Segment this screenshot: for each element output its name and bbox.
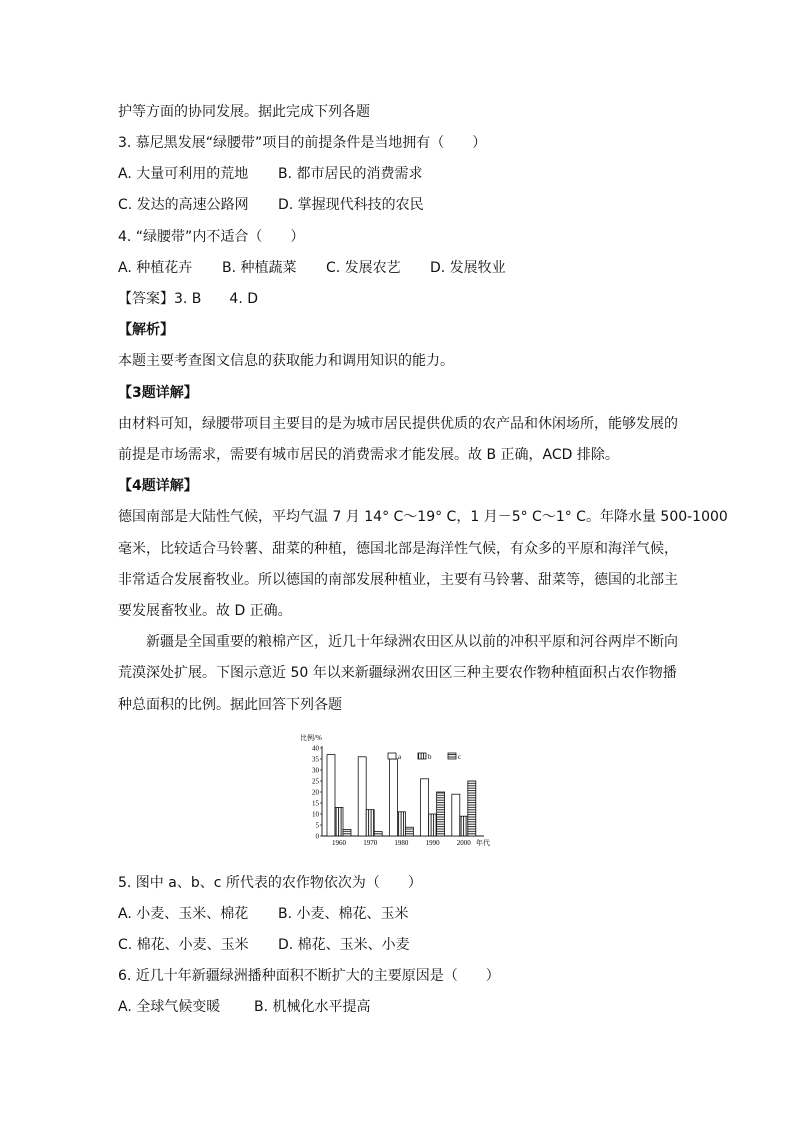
analysis-text: 本题主要考查图文信息的获取能力和调用知识的能力。 [118, 353, 454, 369]
passage-line-3: 种总面积的比例。据此回答下列各题 [118, 697, 342, 713]
option-5d: D. 棉花、玉米、小麦 [278, 937, 410, 953]
option-4d: D. 发展牧业 [430, 260, 506, 276]
crop-ratio-bar-chart [298, 730, 498, 852]
x-tick-label: 1990 [425, 839, 440, 847]
legend-swatch-a [388, 753, 396, 759]
bar-a-1980 [389, 759, 397, 836]
option-3a: A. 大量可利用的荒地 [118, 166, 249, 182]
option-5a: A. 小麦、玉米、棉花 [118, 906, 249, 922]
option-3d: D. 掌握现代科技的农民 [278, 197, 424, 213]
detail-4-line-1: 德国南部是大陆性气候，平均气温 7 月 14° C～19° C，1 月－5° C～1° C。年降水量 500-1000 [118, 509, 728, 525]
question-6: 6. 近几十年新疆绿洲播种面积不断扩大的主要原因是（ ） [118, 968, 500, 984]
x-axis-label: 年代 [476, 839, 490, 847]
detail-3-heading: 【3题详解】 [118, 385, 198, 401]
bar-b-2000 [460, 816, 468, 836]
bar-b-1960 [335, 807, 343, 836]
x-tick-label: 2000 [456, 839, 471, 847]
detail-3-line-2: 前提是市场需求，需要有城市居民的消费需求才能发展。故 B 正确，ACD 排除。 [118, 447, 619, 463]
question-5: 5. 图中 a、b、c 所代表的农作物依次为（ ） [118, 875, 422, 891]
legend-label-a: a [398, 753, 402, 761]
option-5b: B. 小麦、棉花、玉米 [278, 906, 409, 922]
bar-c-1970 [374, 832, 382, 836]
question-4-options [118, 258, 506, 278]
detail-4-line-2: 毫米，比较适合马铃薯、甜菜的种植，德国北部是海洋性气候，有众多的平原和海洋气候， [118, 541, 678, 557]
detail-4-line-4: 要发展畜牧业。故 D 正确。 [118, 603, 292, 619]
legend-label-c: c [458, 753, 462, 761]
option-4b: B. 种植蔬菜 [222, 260, 297, 276]
y-tick-label: 20 [312, 788, 319, 797]
bar-a-1960 [327, 755, 335, 836]
y-tick-label: 40 [312, 744, 319, 753]
y-tick-label: 10 [312, 810, 319, 819]
y-tick-label: 25 [312, 777, 319, 786]
question-3-options-row-1 [118, 164, 423, 184]
x-tick-label: 1970 [363, 839, 378, 847]
y-tick-label: 15 [312, 799, 319, 808]
x-tick-label: 1980 [394, 839, 409, 847]
option-6a: A. 全球气候变暖 [118, 999, 221, 1015]
y-tick-label: 30 [312, 766, 319, 775]
question-5-options-row-1 [118, 904, 409, 924]
bar-b-1980 [397, 812, 405, 836]
bar-a-1970 [358, 757, 366, 836]
answer-line: 【答案】3. B 4. D [118, 291, 258, 307]
question-6-options [118, 997, 371, 1017]
option-3b: B. 都市居民的消费需求 [278, 166, 423, 182]
y-axis-label: 比例/% [300, 734, 322, 742]
legend-swatch-c [448, 753, 456, 759]
y-tick-label: 0 [315, 832, 319, 841]
passage-line-2: 荒漠深处扩展。下图示意近 50 年以来新疆绿洲农田区三种主要农作物种植面积占农作物播 [118, 665, 677, 681]
y-tick-label: 5 [315, 821, 319, 830]
option-5c: C. 棉花、小麦、玉米 [118, 937, 249, 953]
bar-c-1960 [343, 829, 351, 836]
option-3c: C. 发达的高速公路网 [118, 197, 249, 213]
bar-c-1990 [437, 792, 445, 836]
option-6b: B. 机械化水平提高 [254, 999, 371, 1015]
option-4c: C. 发展农艺 [326, 260, 401, 276]
question-3: 3. 慕尼黑发展“绿腰带”项目的前提条件是当地拥有（ ） [118, 135, 487, 151]
detail-4-line-3: 非常适合发展畜牧业。所以德国的南部发展种植业，主要有马铃薯、甜菜等，德国的北部主 [118, 572, 678, 588]
question-3-options-row-2 [118, 195, 424, 215]
passage-line-1: 新疆是全国重要的粮棉产区，近几十年绿洲农田区从以前的冲积平原和河谷两岸不断向 [146, 634, 678, 650]
legend-swatch-b [418, 753, 426, 759]
bar-c-2000 [468, 781, 476, 836]
legend-label-b: b [428, 753, 432, 761]
bar-b-1990 [429, 814, 437, 836]
x-tick-label: 1960 [332, 839, 346, 847]
bar-b-1970 [366, 810, 374, 836]
bar-a-2000 [452, 794, 460, 836]
bar-a-1990 [421, 779, 429, 836]
y-tick-label: 35 [312, 755, 319, 764]
analysis-heading: 【解析】 [118, 322, 174, 338]
bar-c-1980 [405, 827, 413, 836]
intro-line: 护等方面的协同发展。据此完成下列各题 [118, 104, 370, 120]
question-5-options-row-2 [118, 935, 410, 955]
detail-3-line-1: 由材料可知，绿腰带项目主要目的是为城市居民提供优质的农产品和休闲场所，能够发展的 [118, 416, 678, 432]
option-4a: A. 种植花卉 [118, 260, 193, 276]
question-4: 4. “绿腰带”内不适合（ ） [118, 229, 305, 245]
detail-4-heading: 【4题详解】 [118, 478, 198, 494]
